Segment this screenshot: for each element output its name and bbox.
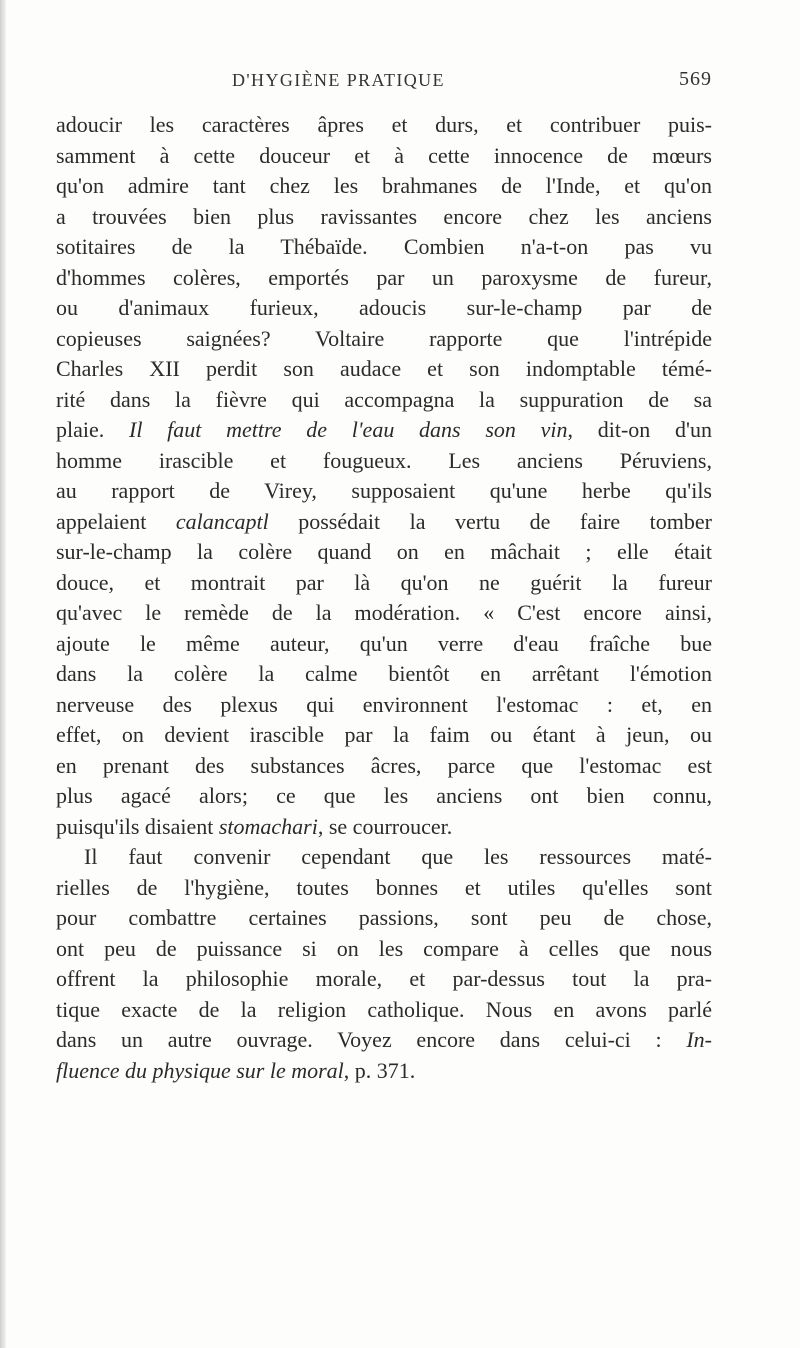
text-line: adoucir les caractères âpres et durs, et contribuer puis- xyxy=(56,112,712,137)
text-line: puisqu'ils disaient stomachari, se courroucer. xyxy=(56,813,453,839)
running-head: D'HYGIÈNE PRATIQUE xyxy=(232,70,445,90)
text-line: ou d'animaux furieux, adoucis sur-le-champ par de xyxy=(56,295,712,320)
text-line: effet, on devient irascible par la faim ou étant à jeun, ou xyxy=(56,722,712,747)
text-line: dans la colère la calme bientôt en arrêtant l'émotion xyxy=(56,661,712,686)
page-binding-edge xyxy=(0,0,6,1348)
text-line: rielles de l'hygiène, toutes bonnes et utiles qu'elles sont xyxy=(56,874,712,900)
text-line: d'hommes colères, emportés par un paroxysme de fureur, xyxy=(56,264,712,290)
text-line: rité dans la fièvre qui accompagna la suppuration de sa xyxy=(56,386,712,412)
italic-title: In- xyxy=(686,1027,712,1052)
text-line: sur-le-champ la colère quand on en mâchait ; elle était xyxy=(56,539,712,564)
page-number: 569 xyxy=(679,68,712,90)
page-header xyxy=(0,70,800,104)
text-line: copieuses saignées? Voltaire rapporte que l'intrépide xyxy=(56,325,712,351)
text-line: ont peu de puissance si on les compare à celles que nous xyxy=(56,935,712,961)
text-line: ajoute le même auteur, qu'un verre d'eau fraîche bue xyxy=(56,630,712,656)
text-line: sotitaires de la Thébaïde. Combien n'a-t-on pas vu xyxy=(56,234,712,259)
body-text xyxy=(56,110,712,1086)
italic-term: calancaptl xyxy=(175,508,269,534)
italic-title: fluence du physique sur le moral xyxy=(56,1057,344,1083)
text-line: Charles XII perdit son audace et son indomptable témé- xyxy=(56,356,712,381)
text-line: appelaient calancaptl possédait la vertu de faire tomber xyxy=(56,508,712,534)
italic-quote: Il faut mettre de l'eau dans son vin xyxy=(129,417,568,442)
text-line: qu'avec le remède de la modération. « C'est encore ainsi, xyxy=(56,600,712,625)
text-line: au rapport de Virey, supposaient qu'une herbe qu'ils xyxy=(56,478,712,503)
text-line: plaie. Il faut mettre de l'eau dans son vin, dit-on d'un xyxy=(56,417,712,442)
text-line: Il faut convenir cependant que les ressources maté- xyxy=(84,844,712,869)
text-line: pour combattre certaines passions, sont peu de chose, xyxy=(56,905,712,930)
text-line: douce, et montrait par là qu'on ne guérit la fureur xyxy=(56,569,712,595)
text-line: qu'on admire tant chez les brahmanes de l'Inde, et qu'on xyxy=(56,173,712,198)
text-line: plus agacé alors; ce que les anciens ont bien connu, xyxy=(56,783,712,808)
text-line: offrent la philosophie morale, et par-dessus tout la pra- xyxy=(56,966,712,991)
text-line: dans un autre ouvrage. Voyez encore dans celui-ci : In- xyxy=(56,1027,712,1052)
text-line: en prenant des substances âcres, parce que l'estomac est xyxy=(56,752,712,778)
text-line: samment à cette douceur et à cette innocence de mœurs xyxy=(56,142,712,168)
text-line: a trouvées bien plus ravissantes encore chez les anciens xyxy=(56,203,712,229)
text-line: tique exacte de la religion catholique. Nous en avons parlé xyxy=(56,996,712,1022)
text-line: fluence du physique sur le moral, p. 371. xyxy=(56,1057,416,1083)
text-line: homme irascible et fougueux. Les anciens Péruviens, xyxy=(56,447,712,473)
italic-term: stomachari xyxy=(218,813,318,839)
text-line: nerveuse des plexus qui environnent l'estomac : et, en xyxy=(56,691,712,717)
